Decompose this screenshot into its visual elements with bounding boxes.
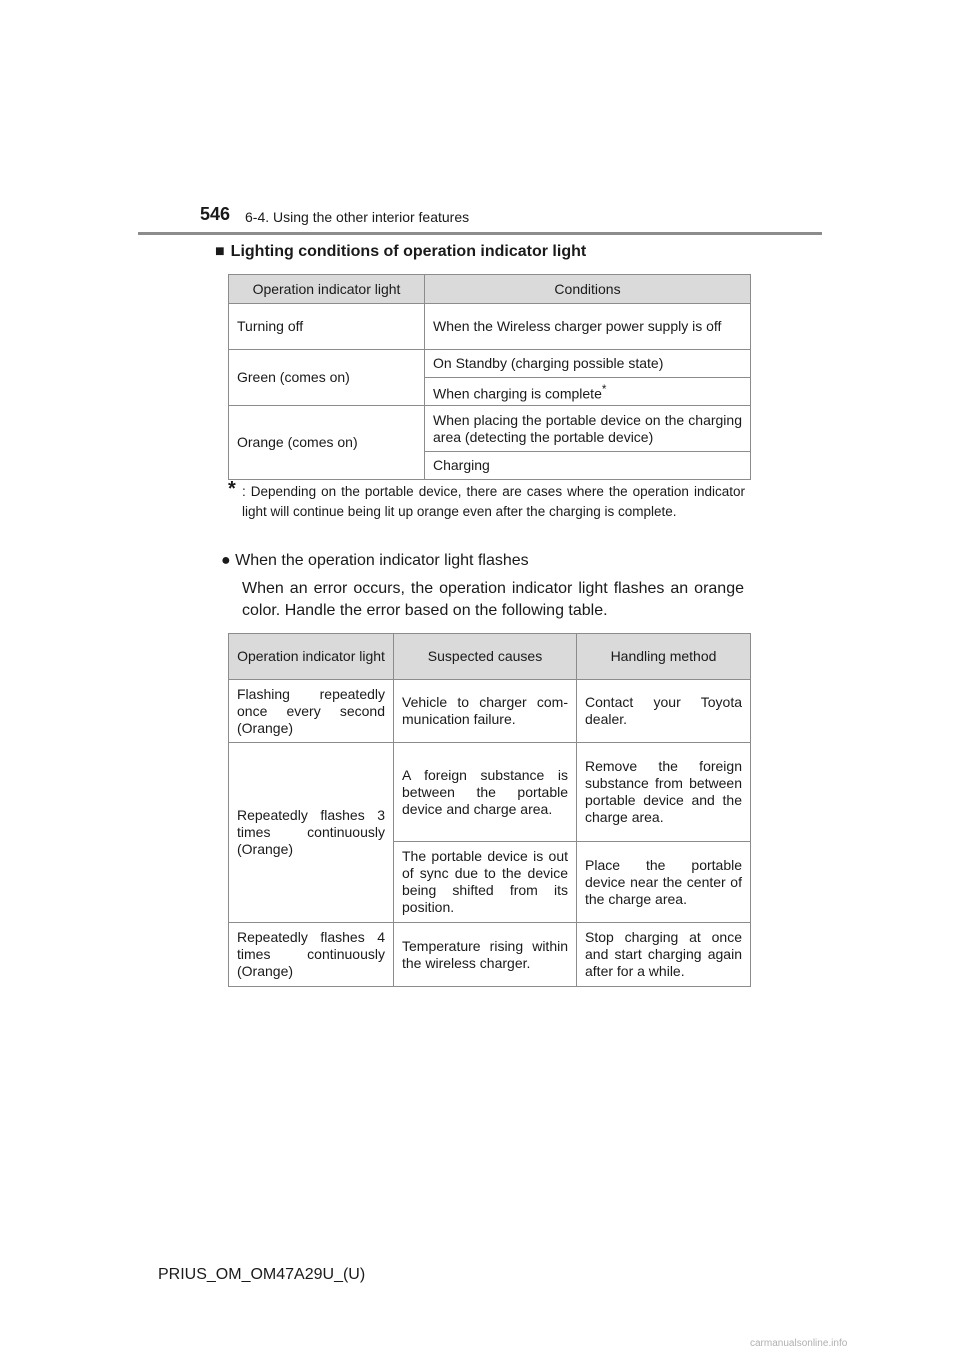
document-code: PRIUS_OM_OM47A29U_(U)	[158, 1266, 366, 1283]
column-header: Conditions	[425, 275, 751, 304]
table-cell: Contact your Toyota dealer.	[577, 680, 751, 743]
table-cell: Place the portable device near the center of the charge area.	[577, 842, 751, 923]
footnote	[228, 478, 745, 522]
bullet-title: When the operation indicator light flashes	[235, 552, 529, 569]
table-cell: Temperature rising within the wireless charger.	[394, 923, 577, 987]
table-cell: A foreign substance is between the portable device and charge area.	[394, 743, 577, 842]
table-cell: Vehicle to charger com-munication failure.	[394, 680, 577, 743]
square-bullet-icon: ■	[215, 243, 225, 260]
table-header-row	[229, 634, 751, 680]
condition-text: When charging is complete	[433, 385, 602, 402]
table-cell	[425, 378, 751, 406]
table-row	[229, 406, 751, 452]
round-bullet-icon: ●	[221, 552, 231, 569]
header-rule	[138, 232, 822, 235]
subheading-text: Lighting conditions of operation indicator light	[230, 243, 587, 260]
flash-handling-table	[228, 633, 751, 987]
table-cell: Stop charging at once and start charging again after for a while.	[577, 923, 751, 987]
footnote-asterisk: *	[228, 478, 236, 500]
footnote-text: : Depending on the portable device, there are cases where the operation indicator light will continue being lit up orange even after the charging is complete.	[242, 484, 745, 519]
bullet-heading	[221, 552, 529, 570]
bullet-paragraph: When an error occurs, the operation indicator light flashes an orange color. Handle the error based on the following table.	[242, 580, 744, 619]
column-header: Suspected causes	[394, 634, 577, 680]
table-cell: Green (comes on)	[229, 350, 425, 406]
table-cell: Charging	[425, 452, 751, 480]
watermark: carmanualsonline.info	[750, 1338, 848, 1349]
table-row	[229, 923, 751, 987]
page-number: 546	[200, 204, 231, 224]
table-row	[229, 304, 751, 350]
table-header-row	[229, 275, 751, 304]
table-cell: Flashing repeatedly once every second (Orange)	[229, 680, 394, 743]
table-cell: Turning off	[229, 304, 425, 350]
table-cell: On Standby (charging possible state)	[425, 350, 751, 378]
column-header: Operation indicator light	[229, 275, 425, 304]
table-cell: When placing the portable device on the charging area (detecting the portable device)	[425, 406, 751, 452]
column-header: Operation indicator light	[229, 634, 394, 680]
table-row	[229, 743, 751, 842]
table-cell: Orange (comes on)	[229, 406, 425, 480]
table-row	[229, 350, 751, 378]
column-header: Handling method	[577, 634, 751, 680]
table-cell: When the Wireless charger power supply is off	[425, 304, 751, 350]
table-cell: The portable device is out of sync due to the device being shifted from its position.	[394, 842, 577, 923]
section-title: 6-4. Using the other interior features	[245, 209, 470, 225]
table-row	[229, 680, 751, 743]
asterisk-mark: *	[601, 382, 607, 396]
lighting-conditions-table	[228, 274, 751, 480]
table-cell: Repeatedly flashes 3 times continuously (Orange)	[229, 743, 394, 923]
table-cell: Repeatedly flashes 4 times continuously (Orange)	[229, 923, 394, 987]
table-cell: Remove the foreign substance from between portable device and the charge area.	[577, 743, 751, 842]
subheading	[215, 243, 586, 261]
